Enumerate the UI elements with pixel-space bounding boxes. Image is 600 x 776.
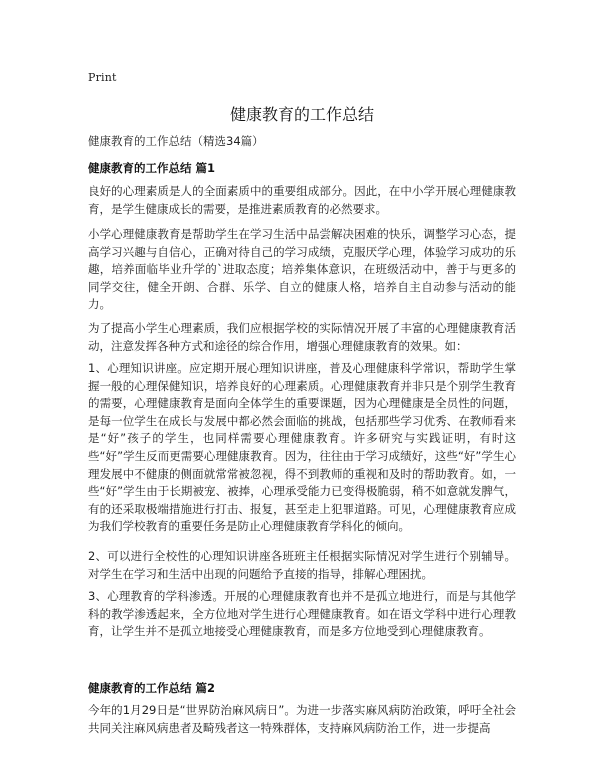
paragraph: 1、心理知识讲座。应定期开展心理知识讲座，普及心理健康科学常识，帮助学生掌握一般的心理保健知识，培养良好的心理素质。心理健康教育并非只是个别学生教育的需要，心理健康教育是面向全体学生的重要课题，因为心理健康是全员性的问题，是每一位学生在成长与发展中都必然会面临的挑战，包括那些学习优秀、在教师看来是“好”孩子的学生，也同样需要心理健康教育。许多研究与实践证明，有时这些“好”学生反而更需要心理健康教育。因为，往往由于学习成绩好，这些“好”学生心理发展中不健康的侧面就常常被忽视，得不到教师的重视和及时的帮助教育。如，一些“好”学生由于长期被宠、被捧，心理承受能力已变得极脆弱，稍不如意就发脾气，有的还采取极端措施进行打击、报复，甚至走上犯罪道路。可见，心理健康教育应成为我们学校教育的重要任务是防止心理健康教育学科化的倾向。 — [88, 361, 516, 534]
paragraph: 良好的心理素质是人的全面素质中的重要组成部分。因此，在中小学开展心理健康教育，是学生健康成长的需要，是推进素质教育的必然要求。 — [88, 184, 516, 216]
document-subtitle: 健康教育的工作总结（精选34篇） — [88, 134, 264, 148]
paragraph: 3、心理教育的学科渗透。开展的心理健康教育也并不是孤立地进行，而是与其他学科的教学渗透起来，全方位地对学生进行心理健康教育。如在语文学科中进行心理教育，让学生并不是孤立地接受心理健康教育，而是多方位地受到心理健康教育。 — [88, 589, 516, 639]
paragraph: 今年的1月29日是“世界防治麻风病日”。为进一步落实麻风病防治政策，呼吁全社会共同关注麻风病患者及畸残者这一特殊群体，支持麻风病防治工作，进一步提高 — [88, 703, 516, 735]
document-title: 健康教育的工作总结 — [229, 105, 374, 124]
paragraph: 小学心理健康教育是帮助学生在学习生活中品尝解决困难的快乐，调整学习心态，提高学习兴趣与自信心，正确对待自己的学习成绩，克服厌学心理，体验学习成功的乐趣，培养面临毕业升学的`进取态度；培养集体意识，在班级活动中，善于与更多的同学交往，健全开朗、合群、乐学、自立的健康人格，培养自主自动参与活动的能力。 — [88, 227, 516, 312]
paragraph: 2、可以进行全校性的心理知识讲座各班班主任根据实际情况对学生进行个别辅导。对学生在学习和生活中出现的问题给予直接的指导，排解心理困扰。 — [88, 549, 516, 581]
section-heading-1: 健康教育的工作总结 篇1 — [88, 161, 216, 175]
paragraph: 为了提高小学生心理素质，我们应根据学校的实际情况开展了丰富的心理健康教育活动，注意发挥各种方式和途径的综合作用，增强心理健康教育的效果。如： — [88, 321, 516, 353]
print-label[interactable]: Print — [88, 71, 117, 84]
section-heading-2: 健康教育的工作总结 篇2 — [88, 681, 216, 695]
